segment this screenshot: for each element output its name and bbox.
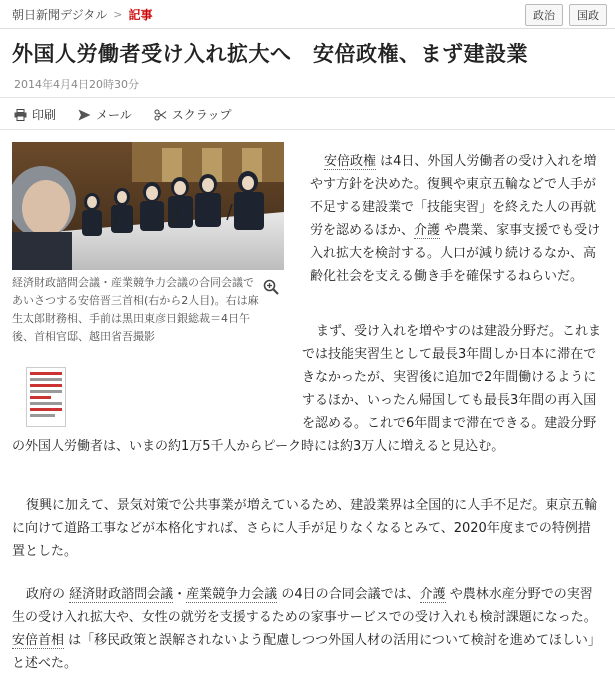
header-divider (0, 28, 615, 29)
paragraph-4-text-c: の4日の合同会議では、 (277, 587, 420, 602)
breadcrumb-separator: > (113, 8, 123, 21)
article-paragraph-3: 復興に加えて、景気対策で公共事業が増えているため、建設業界は全国的に人手不足だ。東京五輪に向けて道路工事などが本格化すれば、さらに人手が足りなくなるとみて、2020年度までの特例措置とした。 (12, 498, 598, 559)
keyword-link-nursing-care-2[interactable]: 介護 (419, 587, 446, 602)
category-tab-national-politics[interactable]: 国政 (569, 4, 607, 26)
print-button[interactable] (14, 106, 56, 123)
article-headline: 外国人労働者受け入れ拡大へ 安倍政権、まず建設業 (12, 42, 528, 66)
keyword-link-prime-minister-abe[interactable]: 安倍首相 (12, 633, 65, 648)
mail-button[interactable] (78, 106, 132, 123)
keyword-link-industrial-competitiveness-council[interactable]: 産業競争力会議 (186, 587, 278, 602)
paragraph-1-text-a: は4日、外国人労働者の受け入れを増やす方針を決めた。復興や東京五輪などで人手が不足する建設業で「技能実習」を終えた人の再就労を認めるほか、 (310, 154, 597, 238)
scissors-icon (154, 109, 167, 121)
tools-bottom-divider (0, 129, 615, 130)
breadcrumb-current: 記事 (128, 8, 153, 22)
mail-label: メール (96, 108, 132, 122)
paragraph-2-text: まず、受け入れを増やすのは建設分野だ。これまでは技能実習生として最長3年間しか日本に滞在できなかったが、実習後に追加で2年間働けるようにするほか、いったん帰国しても最長3年間の再入国を認める。これで6年間まで滞在できる。建設分野の外国人労働者は、いまの約1万5千人からピーク時には約3万人に増えると見込む。 (12, 324, 601, 454)
article-date: 2014年4月4日20時30分 (14, 78, 139, 91)
article-tools (14, 106, 232, 123)
article-paragraph-4 (12, 583, 602, 675)
paragraph-4-text-b: ・ (173, 587, 187, 602)
article-photo[interactable] (12, 142, 284, 270)
mail-icon (78, 109, 91, 121)
paragraph-4-text-d: や農林水産分野での実習生の受け入れ拡大や、女性の就労を支援するための家事サービスでの受け入れも検討課題になった。 (12, 587, 597, 625)
photo-caption: 経済財政諮問会議・産業競争力会議の合同会議であいさつする安倍晋三首相(右から2人目)。右は麻生太郎財務相、手前は黒田東彦日銀総裁＝4日午後、首相官邸、越田省吾撮影 (12, 276, 259, 343)
breadcrumb-site-link[interactable]: 朝日新聞デジタル (12, 8, 108, 22)
article-paragraph-2 (12, 320, 602, 458)
keyword-link-abe-administration[interactable]: 安倍政権 (324, 154, 377, 169)
paragraph-1-text-b: や農業、家事支援でも受け入れ拡大を検討する。人口が減り続けるなか、高齢化社会を支える働き手を確保するねらいだ。 (310, 223, 601, 284)
category-tab-politics[interactable]: 政治 (525, 4, 563, 26)
paragraph-2-float-spacer (12, 320, 302, 435)
paragraph-4-text-a: 政府の (26, 587, 70, 602)
keyword-link-nursing-care[interactable]: 介護 (414, 223, 441, 238)
scrap-label: スクラップ (171, 108, 232, 122)
print-icon (14, 109, 27, 121)
tools-top-divider (0, 97, 615, 98)
paragraph-4-text-e: は「移民政策と誤解されないよう配慮しつつ外国人材の活用について検討を進めてほしい」と述べた。 (12, 633, 601, 671)
breadcrumb (12, 6, 153, 23)
print-label: 印刷 (32, 108, 57, 122)
article-paragraph-1 (310, 150, 602, 288)
category-tabs (525, 4, 607, 26)
scrap-button[interactable] (154, 106, 232, 123)
keyword-link-economic-fiscal-council[interactable]: 経済財政諮問会議 (69, 587, 174, 602)
zoom-icon[interactable] (263, 279, 279, 299)
